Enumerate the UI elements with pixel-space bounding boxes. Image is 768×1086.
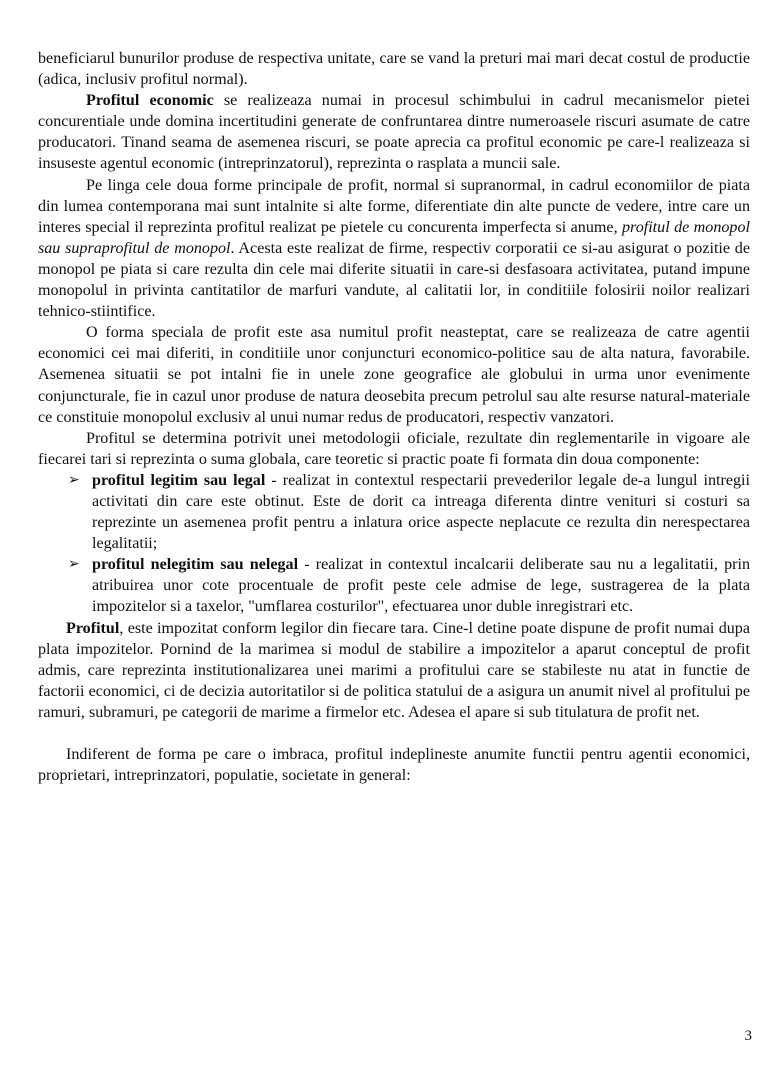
list-item-text: - realizat in contextul respectarii prevederilor legale de-a lungul intregii activitati din care este obtinut. Este de dorit ca intreaga diferenta dintre venituri si costuri sa reprezinte un asemenea profit pentru a inlatura orice aspecte neplacute ce rezulta din nerespectarea legalitatii;	[92, 471, 750, 553]
paragraph-methodology: Profitul se determina potrivit unei metodologii oficiale, rezultate din reglementarile in vigoare ale fiecarei tari si reprezinta o suma globala, care teoretic si practic poate fi formata din doua componente:	[38, 429, 750, 468]
term-legal-profit: profitul legitim sau legal	[92, 471, 266, 489]
paragraph-unexpected-profit: O forma speciala de profit este asa numitul profit neasteptat, care se realizeaza de catre agentii economici cei mai diferiti, in conditiile unor conjuncturi economico-politice sau de alta natura, favorabile. Asemenea situatii se pot intalni fie in unele zone geografice ale globului in urma unor evenimente conjuncturale, fie in cazul unor produse de natura deosebita precum petrolul sau alte resurse natural-materiale ce constituie monopolul exclusiv al unui numar redus de producatori, respectiv vanzatori.	[38, 324, 750, 426]
paragraph-text: . Acesta este realizat de firme, respectiv corporatii ce si-au asigurat o pozitie de monopol pe piata si care rezulta din cele mai diferite situatii in care-si desfasoara activitatea, putand impune monopolul in privinta cantitatilor de marfuri vandute, al calitatii lor, in conditiile folosirii noilor realizari tehnico-stiintifice.	[38, 239, 750, 321]
term-economic-profit: Profitul economic	[86, 92, 214, 110]
page-number: 3	[744, 1028, 752, 1044]
term-profit: Profitul	[66, 619, 120, 637]
arrow-bullet-icon: ➢	[68, 471, 80, 488]
term-illegal-profit: profitul nelegitim sau nelegal	[92, 556, 299, 574]
document-body	[38, 48, 750, 786]
paragraph-functions: Indiferent de forma pe care o imbraca, profitul indeplineste anumite functii pentru agentii economici, proprietari, intreprinzatori, populatie, societate in general:	[38, 746, 750, 785]
term-monopoly-profit: , profitul de monopol sau supraprofitul de monopol	[38, 218, 750, 257]
paragraph-text: se realizeaza numai in procesul schimbului in cadrul mecanismelor pietei concurentiale unde domina incertitudini generate de confruntarea dintre numeroasele riscuri asumate de catre producatori. Tinand seama de asemenea riscuri, se poate aprecia ca profitul economic pe care-l realizeaza si insuseste agentul economic (intreprinzatorul), reprezinta o rasplata a muncii sale.	[38, 92, 751, 173]
paragraph-economic-profit	[38, 90, 750, 174]
paragraph-text: , este impozitat conform legilor din fiecare tara. Cine-l detine poate dispune de profit numai dupa plata impozitelor. Pornind de la marimea si modul de stabilire a impozitelor a aparut conceptul de profit admis, care reprezinta institutionalizarea unei marimi a profitului care se stabileste nu atat in functie de factorii economici, ci de decizia autoritatilor si de politica statului de a asigura un anumit nivel al profitului pe ramuri, subramuri, pe categorii de marime a firmelor etc. Adesea el apare si sub titulatura de profit net.	[38, 619, 750, 721]
list-item	[38, 470, 750, 554]
paragraph-taxation	[38, 618, 750, 723]
list-item	[38, 554, 750, 617]
bullet-list	[38, 470, 750, 618]
paragraph-text: Pe linga cele doua forme principale de profit, normal si supranormal, in cadrul economiilor de piata din lumea contemporana mai sunt intalnite si alte forme, diferentiate din alte puncte de vedere, intre care un interes special il reprezinta profitul realizat pe pietele cu concurenta imperfecta si anume	[38, 176, 750, 236]
paragraph-continuation: beneficiarul bunurilor produse de respectiva unitate, care se vand la preturi mai mari decat costul de productie (adica, inclusiv profitul normal).	[38, 50, 750, 89]
paragraph-monopoly-profit	[38, 175, 750, 323]
arrow-bullet-icon: ➢	[68, 556, 80, 573]
blank-line	[38, 723, 750, 744]
list-item-text: - realizat in contextul incalcarii deliberate sau nu a legalitatii, prin atribuirea unor cote procentuale de profit peste cele admise de lege, sustragerea de la plata impozitelor si a taxelor, "umflarea costurilor", efectuarea unor duble inregistrari etc.	[92, 556, 751, 616]
